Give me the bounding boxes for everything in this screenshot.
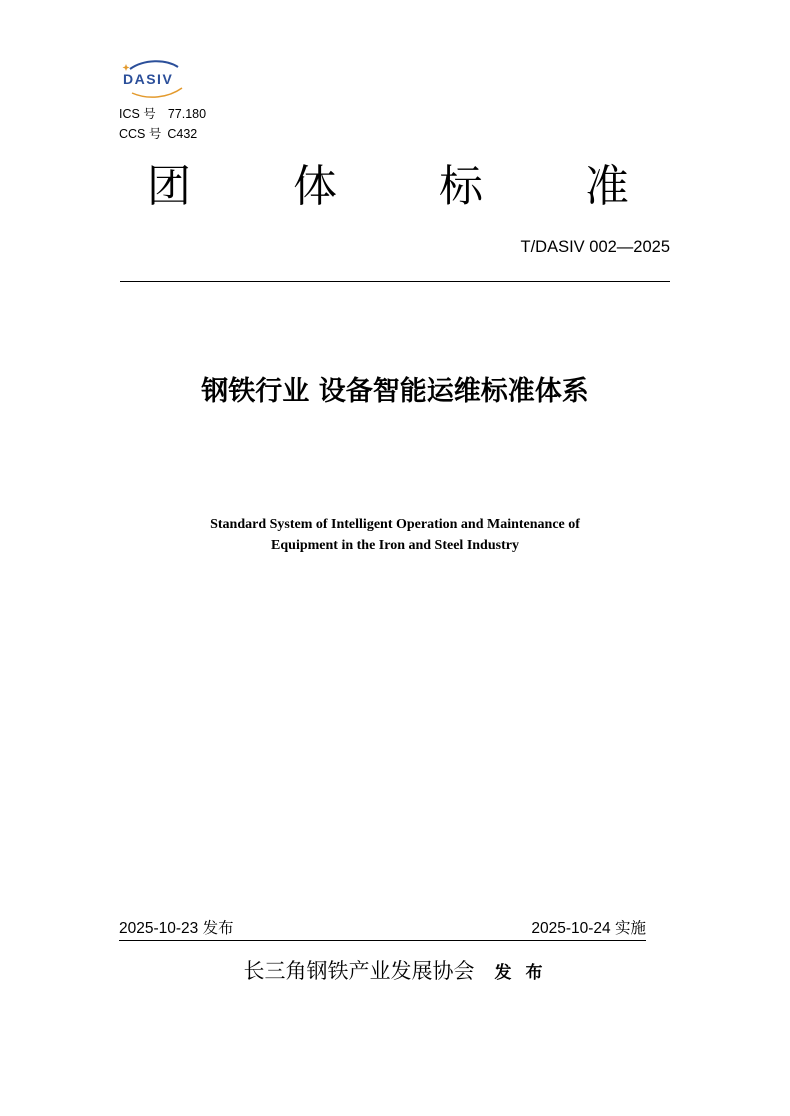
dasiv-logo [118,58,188,98]
ics-value: 77.180 [167,107,207,121]
chinese-title: 钢铁行业 设备智能运维标准体系 [201,376,589,407]
publish-date: 2025-10-23 [119,920,199,937]
publish-date-group [119,918,234,940]
english-title-line-1: Standard System of Intelligent Operation and Maintenance of [210,517,580,532]
publisher-line [0,954,790,990]
publish-label: 发布 [202,920,234,937]
publisher-name: 长三角钢铁产业发展协会 [243,959,475,983]
standard-category-title: 团 体 标 准 [147,161,673,212]
implement-date-group [531,918,646,940]
header-divider [120,281,670,282]
ccs-value: C432 [167,127,198,141]
ccs-label: CCS 号 [119,127,162,141]
ics-label: ICS 号 [119,107,156,121]
implement-date: 2025-10-24 [531,920,611,937]
ccs-row [119,124,206,144]
english-title-line-2: Equipment in the Iron and Steel Industry [271,538,519,553]
svg-text:DASIV: DASIV [123,71,174,87]
implement-label: 实施 [614,920,646,937]
dates-row [119,918,646,941]
standard-code: T/DASIV 002—2025 [520,238,670,256]
publisher-action: 发 布 [494,963,547,983]
classification-codes [119,104,206,144]
english-title [0,514,790,556]
dasiv-logo-graphic [118,58,188,98]
ics-row [119,104,206,124]
